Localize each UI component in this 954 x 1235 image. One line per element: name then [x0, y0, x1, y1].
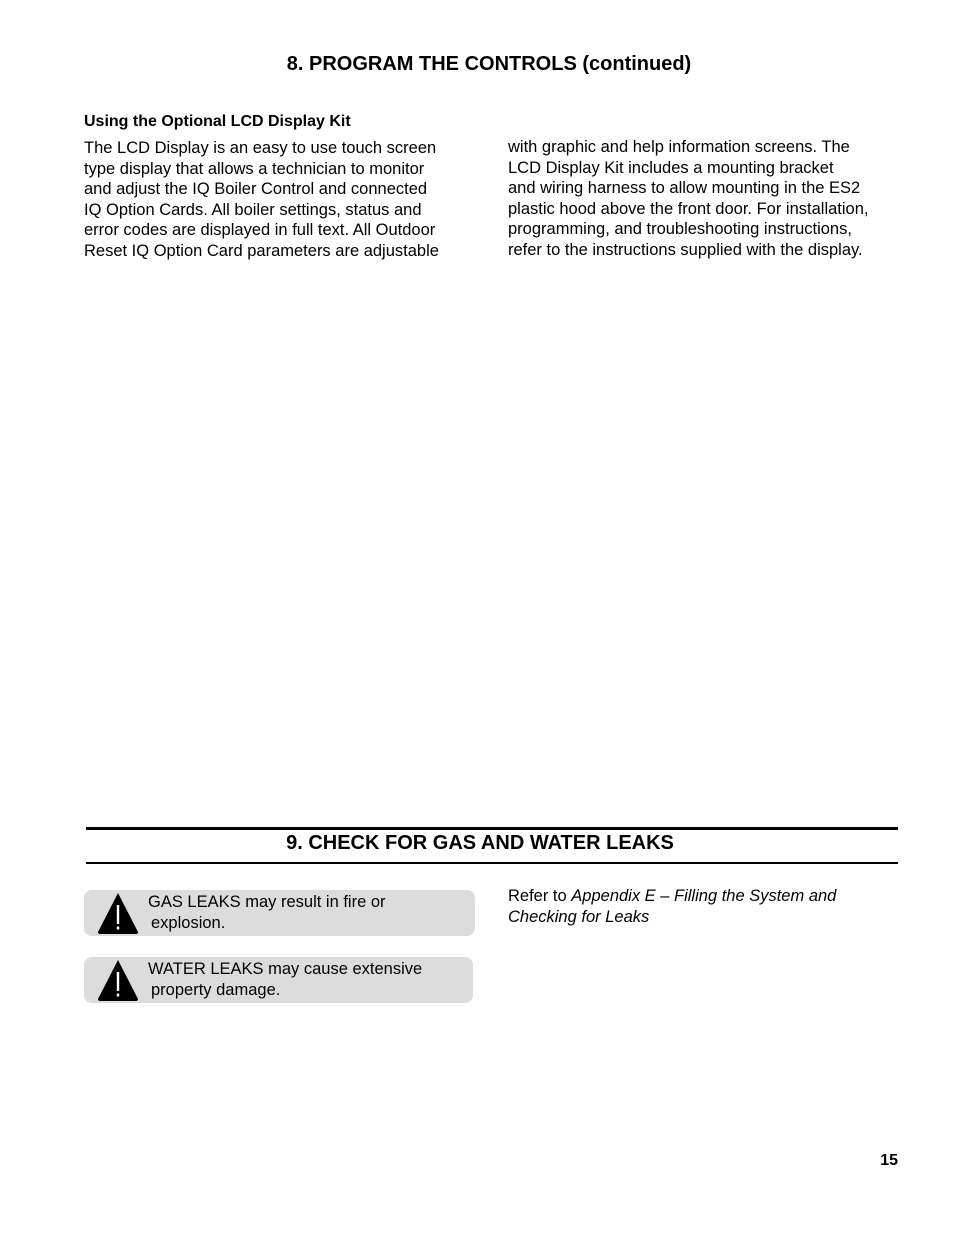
warning-text: [148, 959, 422, 1001]
reference-prefix: Refer to: [508, 887, 572, 905]
appendix-e-reference-link-cont[interactable]: Checking for Leaks: [508, 908, 650, 926]
warning-line: GAS LEAKS may result in fire or: [148, 893, 386, 911]
warning-text: [148, 892, 386, 934]
page-number: 15: [880, 1152, 898, 1169]
warning-line: explosion.: [151, 914, 226, 932]
warning-triangle-icon: [96, 891, 140, 935]
section-8-title: 8. PROGRAM THE CONTROLS (continued): [286, 53, 692, 75]
warning-triangle-icon: [96, 958, 140, 1002]
subheading-lcd-display-kit: Using the Optional LCD Display Kit: [84, 113, 351, 130]
section-9-rule-top: [86, 827, 898, 830]
body-line: and adjust the IQ Boiler Control and connected: [84, 180, 428, 199]
section-9-title: 9. CHECK FOR GAS AND WATER LEAKS: [286, 832, 674, 854]
body-column-left: [84, 138, 474, 262]
appendix-reference: [508, 886, 836, 928]
gas-leak-warning-box: [84, 890, 475, 936]
body-line: IQ Option Cards. All boiler settings, status and: [84, 200, 422, 219]
body-line: plastic hood above the front door. For installation,: [508, 199, 869, 218]
warning-line: property damage.: [151, 981, 281, 999]
appendix-e-reference-link[interactable]: Appendix E – Filling the System and: [571, 887, 837, 905]
body-line: The LCD Display is an easy to use touch screen: [84, 139, 437, 157]
body-line: type display that allows a technician to monitor: [84, 159, 425, 178]
body-line: and wiring harness to allow mounting in the ES2: [508, 179, 861, 198]
section-9-rule-bottom: [86, 862, 898, 864]
body-line: LCD Display Kit includes a mounting bracket: [508, 158, 834, 177]
body-column-right: [508, 137, 898, 261]
body-line: programming, and troubleshooting instructions,: [508, 220, 852, 239]
body-line: error codes are displayed in full text. All Outdoor: [84, 221, 436, 240]
warning-line: WATER LEAKS may cause extensive: [148, 960, 423, 978]
reference-line-1: [508, 886, 836, 907]
body-line: with graphic and help information screens. The: [508, 138, 850, 156]
reference-line-2: [508, 907, 836, 928]
body-line: Reset IQ Option Card parameters are adjustable: [84, 241, 439, 260]
body-line: refer to the instructions supplied with the display.: [508, 240, 863, 259]
water-leak-warning-box: [84, 957, 473, 1003]
